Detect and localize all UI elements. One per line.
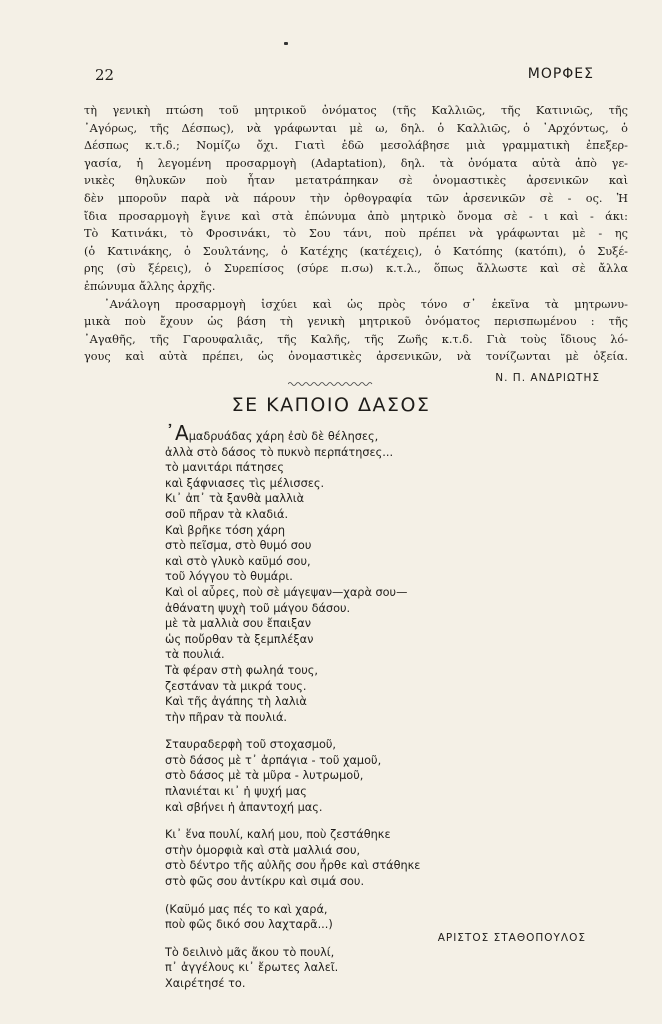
poem-stanza-2: [165, 737, 605, 815]
poem-line: στὸ δάσος μὲ τ᾿ ἀρπάγια - τοῦ χαμοῦ,: [165, 753, 382, 767]
poem-line: σοῦ πῆραν τὰ κλαδιά.: [165, 507, 289, 521]
poem-line: στὸ φῶς σου ἀντίκρυ καὶ σιμά σου.: [165, 875, 365, 889]
poem-line: Σταυραδερφὴ τοῦ στοχασμοῦ,: [165, 738, 337, 752]
poem-line: Καὶ βρῆκε τόση χάρη: [165, 523, 286, 537]
poem-line: καὶ ξάφνιασες τὶς μέλισσες.: [165, 476, 325, 490]
text-line: γους καὶ αὐτὰ πρέπει, ὡς ὀνομαστικὲς ἀρσενικῶν, νὰ τονίζωνται μὲ ὀξεία.: [84, 350, 628, 364]
poem-line-text: μαδρυάδας χάρη ἐσὺ δὲ θέλησες,: [188, 430, 379, 443]
article-paragraph-2: [84, 296, 628, 366]
poem-line: Καὶ οἱ αὖρες, ποὺ σὲ μάγεψαν—χαρὰ σου—: [165, 585, 408, 599]
poem-body: [165, 421, 605, 992]
poem-line: πλανιέται κι᾿ ἡ ψυχή μας: [165, 785, 307, 799]
poem-line: Κι᾿ ἀπ᾿ τὰ ξανθὰ μαλλιὰ: [165, 492, 305, 506]
poem-line: μὲ τὰ μαλλιὰ σου ἔπαιξαν: [165, 617, 312, 631]
poem-line: στὸ δάσος μὲ τὰ μῦρα - λυτρωμοῦ,: [165, 769, 364, 783]
poem-line: τοῦ λόγγου τὸ θυμάρι.: [165, 570, 293, 584]
text-line: ᾿Αγόρως, τῆς Δέσπως), νὰ γράφωνται μὲ ω, δηλ. ὁ Καλλιῶς, ὁ ᾿Αρχόντως, ὁ: [84, 121, 628, 135]
text-line: δὲν μποροῦν παρὰ νὰ πάρουν τὴν ὀρθογραφία τῶν ἀρσενικῶν σὲ - ος. Ἡ: [84, 191, 628, 205]
poem-line: καὶ σβήνει ἡ ἀπαντοχή μας.: [165, 800, 323, 814]
journal-title: ΜΟΡΦΕΣ: [527, 66, 594, 82]
running-head: [95, 66, 594, 86]
poem-line: στὴν ὀμορφιὰ καὶ στὰ μαλλιά σου,: [165, 843, 361, 857]
stanza-gap: [165, 890, 605, 902]
poem-line: (Καϋμό μας πές το καὶ χαρά,: [165, 902, 328, 916]
text-line: γασία, ἡ λεγομένη προσαρμογὴ (Adaptation), δηλ. τὰ ὀνόματα αὐτὰ ἀπὸ γε-: [84, 156, 628, 170]
poem-stanza-5: [165, 945, 605, 992]
text-line: Τὸ Κατινάκι, τὸ Φροσινάκι, τὸ Σου τάνι, ποὺ πρέπει νὰ γράφωνται μὲ - ης: [84, 227, 628, 241]
article-paragraph-1: [84, 102, 628, 296]
drop-cap: ᾿Α: [165, 421, 189, 445]
stanza-gap: [165, 815, 605, 827]
poem-line: τὴν πῆραν τὰ πουλιά.: [165, 710, 287, 724]
poem-line: ἀθάνατη ψυχὴ τοῦ μάγου δάσου.: [165, 601, 351, 615]
text-line: ἐπώνυμα ἄλλης ἀρχῆς.: [84, 279, 216, 293]
text-line: μικὰ ποὺ ἔχουν ὡς βάση τὴ γενικὴ μητρικοῦ ὀνόματος περισπωμένου : τῆς: [84, 315, 628, 329]
print-speck: [284, 42, 288, 45]
poem-line: τὰ πουλιά.: [165, 648, 225, 662]
poem-line: στὸ δέντρο τῆς αὐλῆς σου ἦρθε καὶ στάθηκε: [165, 859, 421, 873]
poem-line: ἀλλὰ στὸ δάσος τὸ πυκνὸ περπάτησες...: [165, 445, 394, 459]
poem-line: Κι᾿ ἕνα πουλί, καλή μου, ποὺ ζεστάθηκε: [165, 828, 391, 842]
poem-line: ποὺ φῶς δικό σου λαχταρᾶ...): [165, 918, 333, 932]
text-line: ρης (σὺ ξέρεις), ὁ Συρεπίσος (σύρε π.σω) κ.τ.λ., ὅπως ἄλλωστε καὶ σὲ ἄλλα: [84, 262, 628, 276]
text-line: ᾿Ανάλογη προσαρμογὴ ἰσχύει καὶ ὡς πρὸς τόνο σ᾿ ἐκεῖνα τὰ μητρωνυ-: [104, 297, 628, 311]
text-line: τὴ γενικὴ πτώση τοῦ μητρικοῦ ὀνόματος (τῆς Καλλιῶς, τῆς Κατινιῶς, τῆς: [84, 104, 628, 117]
article-body: [84, 102, 628, 366]
text-line: (ὁ Κατινάκης, ὁ Σουλτάνης, ὁ Κατέχης (κατέχεις), ὁ Κατόπης (κατόπι), ὁ Συξέ-: [84, 244, 628, 258]
text-line: νικὲς θηλυκῶν ποὺ ἦταν μετατράπηκαν σὲ ὀνομαστικὲς ἀρσενικῶν καὶ: [84, 174, 628, 188]
poem-line: στὸ πεῖσμα, στὸ θυμό σου: [165, 539, 312, 553]
poem-line: Χαιρέτησέ το.: [165, 977, 246, 990]
poem-line: Τὸ δειλινὸ μᾶς ἄκου τὸ πουλί,: [165, 945, 335, 959]
poem-line: Τὰ φέραν στὴ φωληά τους,: [165, 663, 318, 677]
poem-stanza-1: [165, 421, 605, 725]
poem-line: ὡς ποὔρθαν τὰ ξεμπλέξαν: [165, 632, 314, 646]
text-line: ᾿Αγαθῆς, τῆς Γαρουφαλιᾶς, τῆς Καλῆς, τῆς Ζωῆς κ.τ.δ. Γιὰ τοὺς ἴδιους λό-: [84, 332, 628, 346]
text-line: Δέσπως κ.τ.δ.; Νομίζω ὄχι. Γιατὶ ἐδῶ μεσολάβησε μιὰ γραμματικὴ ἐπεξερ-: [84, 139, 628, 153]
poem-line: ζεστάναν τὰ μικρά τους.: [165, 679, 307, 693]
poem-line: π᾿ ἀγγέλους κι᾿ ἔρωτες λαλεῖ.: [165, 961, 339, 975]
poem-title: ΣΕ ΚΑΠΟΙΟ ΔΑΣΟΣ: [231, 394, 431, 416]
page-number: 22: [95, 66, 115, 84]
poem-line: Καὶ τῆς ἀγάπης τὴ λαλιὰ: [165, 695, 307, 709]
text-line: ἴδια προσαρμογὴ ἔγινε καὶ στὰ ἐπώνυμα ἀπὸ μητρικὸ ὄνομα σὲ - ι καὶ - άκι:: [84, 209, 628, 223]
poem-stanza-4: [165, 902, 605, 933]
poem-line: [165, 421, 605, 445]
poem-line: καὶ στὸ γλυκὸ καϋμό σου,: [165, 554, 311, 568]
ornamental-divider: [288, 381, 374, 387]
stanza-gap: [165, 725, 605, 737]
poem-stanza-3: [165, 827, 605, 889]
poem-line: τὸ μανιτάρι πάτησες: [165, 461, 285, 475]
poem-signature: ΑΡΙΣΤΟΣ ΣΤΑΘΟΠΟΥΛΟΣ: [437, 932, 586, 944]
article-signature: Ν. Π. ΑΝΔΡΙΩΤΗΣ: [495, 372, 600, 384]
